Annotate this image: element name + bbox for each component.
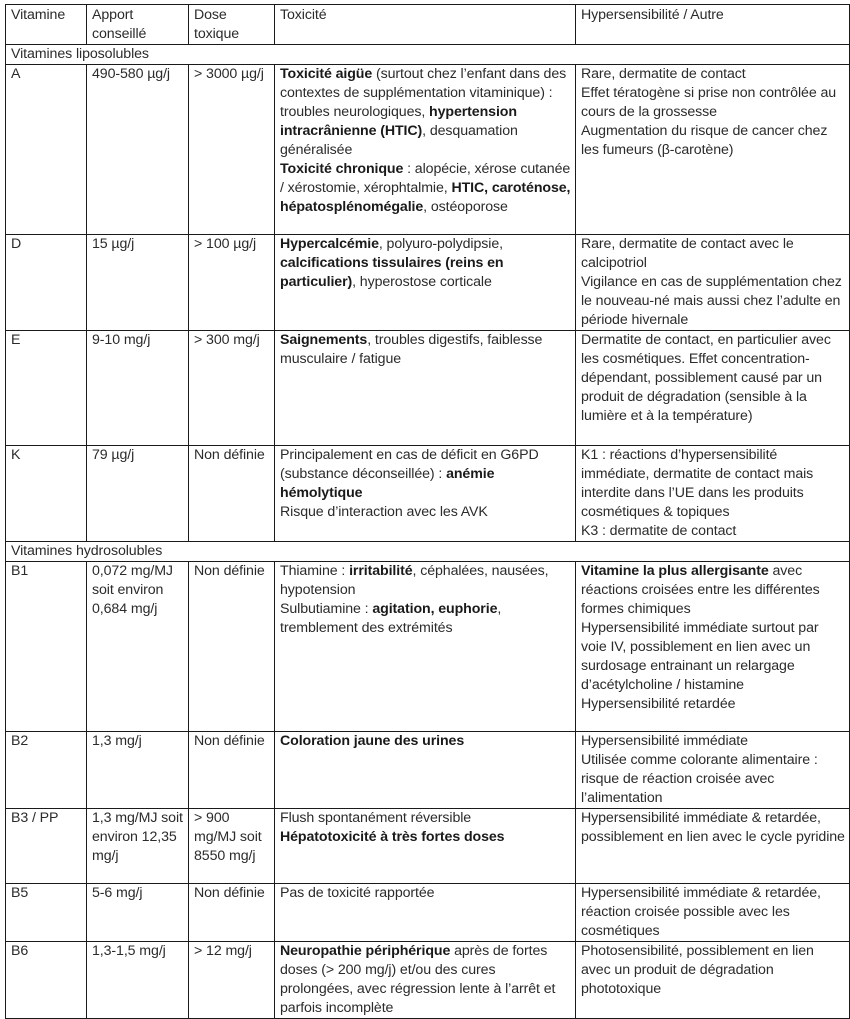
autre-text: K3 : dermatite de contact (581, 523, 737, 539)
autre-paragraph (581, 84, 845, 122)
toxicite-text: : alopécie, xérose cutanée / xérostomie, xérophtalmie, (280, 161, 571, 196)
cell-vitamine: A (6, 65, 87, 235)
autre-text: Hypersensibilité immédiate surtout par voie IV, possiblement en lien avec un surdosage entrainant un relargage d’acétylcholine / histamine (581, 620, 819, 693)
toxicite-text: , tremblement des extrémités (280, 601, 502, 636)
cell-vitamine: K (6, 446, 87, 542)
cell-apport-conseille: 490-580 µg/j (87, 65, 189, 235)
autre-paragraph (581, 751, 845, 808)
toxicite-paragraph (280, 884, 571, 903)
toxicite-bold-text: Hypercalcémie (280, 236, 379, 252)
toxicite-bold-text: Neuropathie périphérique (280, 943, 451, 959)
toxicite-bold-text: calcifications tissulaires (reins en particulier) (280, 255, 504, 290)
cell-toxicite (275, 446, 576, 542)
autre-paragraph (581, 65, 845, 84)
autre-text: Utilisée comme colorante alimentaire : risque de réaction croisée avec l’alimentation (581, 752, 818, 806)
autre-text: Photosensibilité, possiblement en lien avec un produit de dégradation phototoxique (581, 943, 814, 997)
toxicite-paragraph (280, 828, 571, 847)
autre-text: K1 : réactions d’hypersensibilité immédiate, dermatite de contact mais interdite dans l’UE dans les produits cosmétiques & topiques (581, 447, 814, 520)
table-row (6, 942, 850, 1019)
cell-apport-conseille: 5-6 mg/j (87, 884, 189, 942)
table-header-row (6, 5, 850, 45)
cell-vitamine: B2 (6, 732, 87, 809)
table-row (6, 809, 850, 884)
cell-hypersensibilite-autre (576, 809, 850, 884)
autre-text: Rare, dermatite de contact (581, 66, 746, 82)
toxicite-paragraph (280, 600, 571, 638)
autre-paragraph (581, 732, 845, 751)
toxicite-text: Flush spontanément réversible (280, 810, 472, 826)
cell-dose-toxique: > 300 mg/j (189, 331, 275, 446)
cell-hypersensibilite-autre (576, 732, 850, 809)
cell-toxicite (275, 884, 576, 942)
toxicite-text: , troubles digestifs, faiblesse musculaire / fatigue (280, 332, 543, 367)
toxicite-text: (surtout chez l’enfant dans des contextes de supplémentation vitaminique) : troubles neurologiques, (280, 66, 567, 120)
toxicite-paragraph (280, 160, 571, 217)
table-row (6, 446, 850, 542)
cell-apport-conseille: 9-10 mg/j (87, 331, 189, 446)
cell-vitamine: E (6, 331, 87, 446)
cell-toxicite (275, 942, 576, 1019)
toxicite-text: Risque d’interaction avec les AVK (280, 504, 488, 520)
toxicite-bold-text: Hépatotoxicité à très fortes doses (280, 829, 505, 845)
cell-toxicite (275, 65, 576, 235)
toxicite-paragraph (280, 503, 571, 522)
section-row (6, 45, 850, 65)
cell-hypersensibilite-autre (576, 942, 850, 1019)
autre-paragraph (581, 562, 845, 619)
toxicite-bold-text: agitation, euphorie (372, 601, 498, 617)
table-row (6, 562, 850, 732)
cell-dose-toxique: > 900 mg/MJ soit 8550 mg/j (189, 809, 275, 884)
autre-paragraph (581, 942, 845, 999)
section-title: Vitamines hydrosolubles (6, 542, 850, 562)
toxicite-text: Thiamine : (280, 563, 350, 579)
toxicite-bold-text: irritabilité (349, 563, 413, 579)
autre-text: Effet tératogène si prise non contrôlée au cours de la grossesse (581, 85, 837, 120)
table-row (6, 235, 850, 331)
cell-hypersensibilite-autre (576, 65, 850, 235)
cell-hypersensibilite-autre (576, 446, 850, 542)
autre-text: Hypersensibilité immédiate (581, 733, 748, 749)
toxicite-text: , hyperostose corticale (352, 274, 492, 290)
header-toxicite: Toxicité (275, 5, 576, 45)
autre-paragraph (581, 331, 845, 426)
autre-bold-text: Vitamine la plus allergisante (581, 563, 769, 579)
table-row (6, 65, 850, 235)
cell-toxicite (275, 732, 576, 809)
cell-vitamine: B5 (6, 884, 87, 942)
toxicite-bold-text: Coloration jaune des urines (280, 733, 465, 749)
toxicite-text: , céphalées, nausées, hypotension (280, 563, 549, 598)
autre-text: Vigilance en cas de supplémentation chez le nouveau-né mais aussi chez l’adulte en période hivernale (581, 274, 842, 328)
cell-hypersensibilite-autre (576, 884, 850, 942)
section-row (6, 542, 850, 562)
autre-text: Dermatite de contact, en particulier avec les cosmétiques. Effet concentration-dépendant, possiblement causé par un produit de dégradation (sensible à la lumière et à la température) (581, 332, 831, 424)
toxicite-text: Sulbutiamine : (280, 601, 373, 617)
toxicite-text: Pas de toxicité rapportée (280, 885, 435, 901)
autre-paragraph (581, 446, 845, 522)
cell-toxicite (275, 331, 576, 446)
toxicite-paragraph (280, 331, 571, 369)
autre-paragraph (581, 235, 845, 273)
cell-dose-toxique: Non définie (189, 446, 275, 542)
table-row (6, 732, 850, 809)
toxicite-paragraph (280, 235, 571, 292)
autre-paragraph (581, 809, 845, 847)
autre-text: Augmentation du risque de cancer chez les fumeurs (β-carotène) (581, 123, 828, 158)
autre-paragraph (581, 522, 845, 541)
cell-dose-toxique: > 12 mg/j (189, 942, 275, 1019)
toxicite-bold-text: anémie hémolytique (280, 466, 495, 501)
cell-hypersensibilite-autre (576, 331, 850, 446)
toxicite-bold-text: Toxicité aigüe (280, 66, 373, 82)
autre-paragraph (581, 122, 845, 160)
cell-apport-conseille: 1,3 mg/MJ soit environ 12,35 mg/j (87, 809, 189, 884)
toxicite-bold-text: HTIC, caroténose, hépatosplénomégalie (280, 180, 571, 215)
cell-vitamine: B6 (6, 942, 87, 1019)
autre-paragraph (581, 273, 845, 330)
toxicite-paragraph (280, 732, 571, 751)
cell-apport-conseille: 1,3 mg/j (87, 732, 189, 809)
cell-apport-conseille: 1,3-1,5 mg/j (87, 942, 189, 1019)
header-apport-conseille: Apport conseillé (87, 5, 189, 45)
autre-paragraph (581, 695, 845, 714)
cell-apport-conseille: 0,072 mg/MJ soit environ 0,684 mg/j (87, 562, 189, 732)
cell-vitamine: B3 / PP (6, 809, 87, 884)
toxicite-bold-text: hypertension intracrânienne (HTIC) (280, 104, 517, 139)
document-page (5, 4, 850, 1019)
autre-text: Hypersensibilité retardée (581, 696, 736, 712)
cell-dose-toxique: Non définie (189, 884, 275, 942)
toxicite-bold-text: Saignements (280, 332, 368, 348)
cell-vitamine: B1 (6, 562, 87, 732)
toxicite-paragraph (280, 809, 571, 828)
cell-dose-toxique: > 100 µg/j (189, 235, 275, 331)
autre-text: avec réactions croisées entre les différentes formes chimiques (581, 563, 820, 617)
toxicite-text: , ostéoporose (423, 199, 508, 215)
header-vitamine: Vitamine (6, 5, 87, 45)
cell-dose-toxique: Non définie (189, 562, 275, 732)
cell-toxicite (275, 562, 576, 732)
cell-apport-conseille: 79 µg/j (87, 446, 189, 542)
toxicite-paragraph (280, 562, 571, 600)
cell-apport-conseille: 15 µg/j (87, 235, 189, 331)
cell-hypersensibilite-autre (576, 235, 850, 331)
autre-paragraph (581, 884, 845, 941)
autre-text: Hypersensibilité immédiate & retardée, réaction croisée possible avec les cosmétiques (581, 885, 821, 939)
table-row (6, 331, 850, 446)
section-title: Vitamines liposolubles (6, 45, 850, 65)
toxicite-text: , desquamation généralisée (280, 123, 518, 158)
toxicite-text: après de fortes doses (> 200 mg/j) et/ou des cures prolongées, avec régression lente à l’arrêt et parfois incomplète (280, 943, 556, 1016)
toxicite-paragraph (280, 65, 571, 160)
autre-text: Rare, dermatite de contact avec le calcipotriol (581, 236, 794, 271)
header-dose-toxique: Dose toxique (189, 5, 275, 45)
cell-vitamine: D (6, 235, 87, 331)
table-row (6, 884, 850, 942)
toxicite-text: Principalement en cas de déficit en G6PD (substance déconseillée) : (280, 447, 539, 482)
cell-toxicite (275, 235, 576, 331)
autre-text: Hypersensibilité immédiate & retardée, possiblement en lien avec le cycle pyridine (581, 810, 845, 845)
header-hypersensibilite-autre: Hypersensibilité / Autre (576, 5, 850, 45)
vitamin-toxicity-table (5, 4, 850, 1019)
toxicite-bold-text: Toxicité chronique (280, 161, 404, 177)
cell-dose-toxique: Non définie (189, 732, 275, 809)
autre-paragraph (581, 619, 845, 695)
cell-toxicite (275, 809, 576, 884)
toxicite-paragraph (280, 446, 571, 503)
cell-dose-toxique: > 3000 µg/j (189, 65, 275, 235)
toxicite-text: , polyuro-polydipsie, (378, 236, 503, 252)
cell-hypersensibilite-autre (576, 562, 850, 732)
toxicite-paragraph (280, 942, 571, 1018)
